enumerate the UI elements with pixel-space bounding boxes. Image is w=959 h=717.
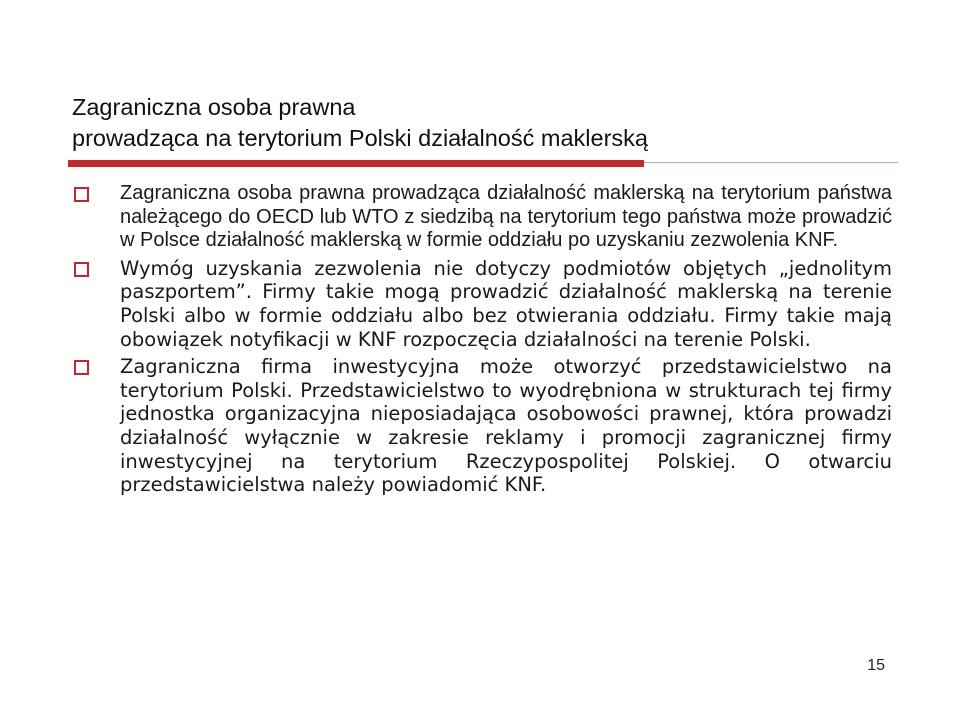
title-underline-thick <box>68 160 644 167</box>
hollow-square-icon <box>74 360 89 375</box>
bullet-item <box>72 257 892 351</box>
hollow-square-icon <box>74 187 89 202</box>
bullet-text: Zagraniczna firma inwestycyjna może otworzyć przedstawicielstwo na terytorium Polski. Przedstawicielstwo to wyodrębniona w strukturach tej firmy jednostka organizacyjna nieposiadająca osobowości prawnej, która prowadzi działalność wyłącznie w zakresie reklamy i promocji zagranicznej firmy inwestycyjnej na terytorium Rzeczypospolitej Polskiej. O otwarciu przedstawicielstwa należy powiadomić KNF. <box>120 355 892 497</box>
title-underline <box>68 160 898 168</box>
bullet-item <box>72 355 892 497</box>
title-underline-thin <box>644 162 898 163</box>
bullet-text: Zagraniczna osoba prawna prowadząca działalność maklerską na terytorium państwa należącego do OECD lub WTO z siedzibą na terytorium tego państwa może prowadzić w Polsce działalność maklerską w formie oddziału po uzyskaniu zezwolenia KNF. <box>120 182 892 252</box>
slide-title <box>72 92 892 154</box>
hollow-square-icon <box>74 262 89 277</box>
page-number: 15 <box>867 657 885 674</box>
slide-title-line-1: Zagraniczna osoba prawna <box>72 94 356 120</box>
bullet-item <box>72 182 892 253</box>
slide-title-line-2: prowadząca na terytorium Polski działalność maklerską <box>72 125 648 151</box>
bullet-text: Wymóg uzyskania zezwolenia nie dotyczy podmiotów objętych „jednolitym paszportem”. Firmy takie mogą prowadzić działalność maklerską na terenie Polski albo w formie oddziału albo bez otwierania oddziału. Firmy takie mają obowiązek notyfikacji w KNF rozpoczęcia działalności na terenie Polski. <box>120 256 892 351</box>
bullet-list <box>72 182 892 501</box>
